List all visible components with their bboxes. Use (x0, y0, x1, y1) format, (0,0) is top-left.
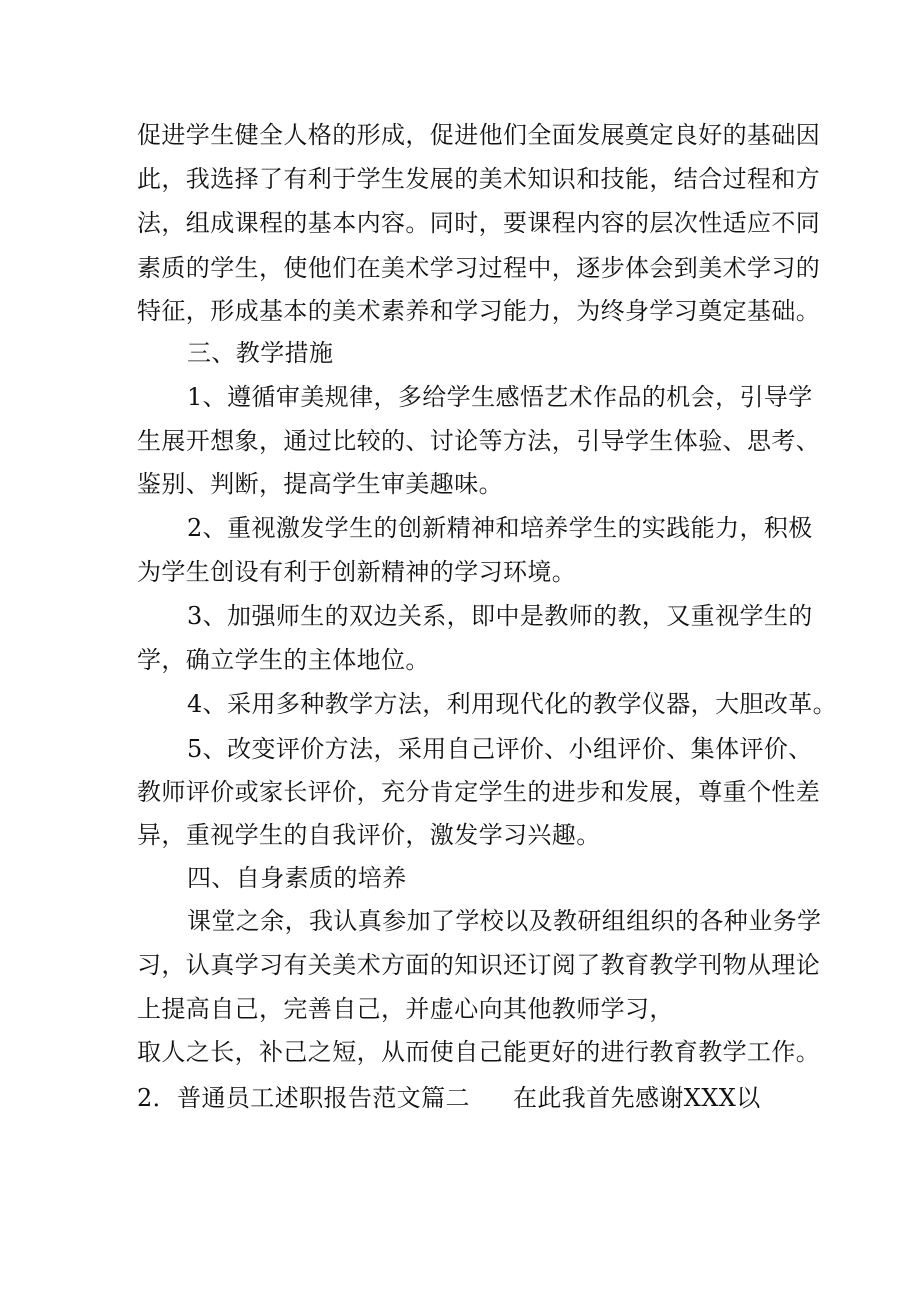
paragraph-line: 鉴别、判断，提高学生审美趣味。 (137, 470, 503, 498)
paragraph-line: 为学生创设有利于创新精神的学习环境。 (137, 558, 577, 586)
paragraph-line: 特征，形成基本的美术素养和学习能力，为终身学习奠定基础。 (137, 297, 821, 325)
paragraph-line: 1、遵循审美规律，多给学生感悟艺术作品的机会，引导学 (187, 383, 813, 411)
paragraph-line: 5、改变评价方法，采用自己评价、小组评价、集体评价、 (187, 735, 813, 763)
next-section-title: 2．普通员工述职报告范文篇二 (137, 1084, 470, 1112)
section-heading: 四、自身素质的培养 (187, 864, 407, 892)
paragraph-line: 生展开想象，通过比较的、讨论等方法，引导学生体验、思考、 (137, 427, 821, 455)
next-section-opening: 在此我首先感谢XXX以 (513, 1084, 761, 1112)
paragraph-line: 学，确立学生的主体地位。 (137, 646, 430, 674)
paragraph-line: 习，认真学习有关美术方面的知识还订阅了教育教学刊物从理论 (137, 951, 821, 979)
paragraph-line: 3、加强师生的双边关系，即中是教师的教，又重视学生的 (187, 602, 813, 630)
paragraph-line: 取人之长，补己之短，从而使自己能更好的进行教育教学工作。 (137, 1038, 821, 1066)
paragraph-line: 异，重视学生的自我评价，激发学习兴趣。 (137, 821, 601, 849)
paragraph-line: 上提高自己，完善自己，并虚心向其他教师学习， (137, 995, 674, 1023)
paragraph-line: 促进学生健全人格的形成，促进他们全面发展奠定良好的基础因 (137, 121, 821, 149)
paragraph-line: 素质的学生，使他们在美术学习过程中，逐步体会到美术学习的 (137, 254, 821, 282)
section-heading: 三、教学措施 (187, 339, 334, 367)
paragraph-line: 此，我选择了有利于学生发展的美术知识和技能，结合过程和方 (137, 165, 821, 193)
paragraph-line: 4、采用多种教学方法，利用现代化的教学仪器，大胆改革。 (187, 690, 838, 718)
paragraph-line: 2、重视激发学生的创新精神和培养学生的实践能力，积极 (187, 514, 813, 542)
paragraph-line: 教师评价或家长评价，充分肯定学生的进步和发展，尊重个性差 (137, 778, 821, 806)
paragraph-line: 法，组成课程的基本内容。同时，要课程内容的层次性适应不同 (137, 209, 821, 237)
paragraph-line: 课堂之余，我认真参加了学校以及教研组组织的各种业务学 (187, 907, 822, 935)
